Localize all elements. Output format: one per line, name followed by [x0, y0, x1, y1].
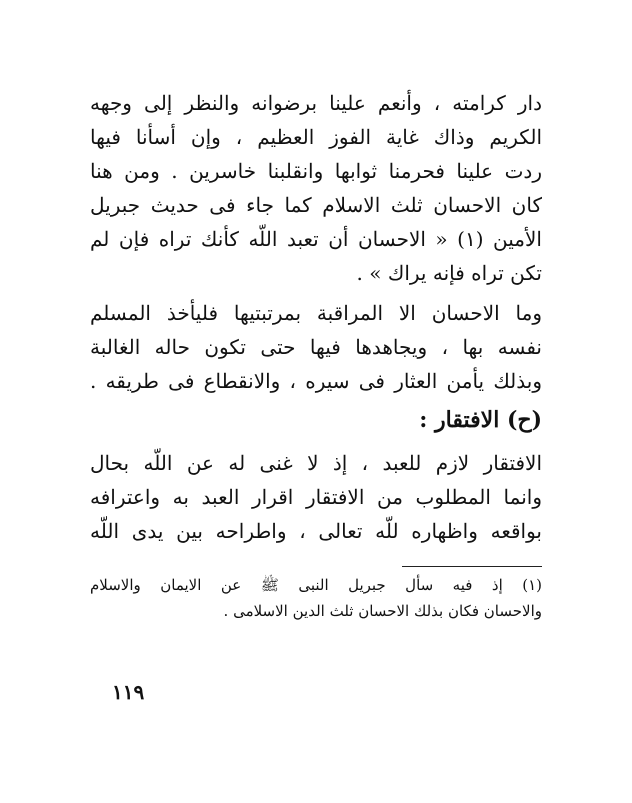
text-line: دار كرامته ، وأنعم علينا برضوانه والنظر إلى وجهه — [90, 91, 542, 115]
footnote-line: (١) إذ فيه سأل جبريل النبى ﷺ عن الايمان والاسلام — [90, 576, 542, 594]
text-line: الافتقار لازم للعبد ، إذ لا غنى له عن اللّه بحال — [90, 451, 542, 475]
text-line: وانما المطلوب من الافتقار اقرار العبد به واعترافه — [90, 485, 542, 509]
section-heading: (ح) الافتقار : — [419, 407, 542, 433]
paragraph-2 — [90, 296, 542, 398]
text-line: نفسه بها ، ويجاهدها فيها حتى تكون حاله الغالبة — [90, 335, 542, 359]
text-line: وما الاحسان الا المراقبة بمرتبتيها فليأخذ المسلم — [90, 301, 542, 325]
text-line: وبذلك يأمن العثار فى سيره ، والانقطاع فى طريقه . — [90, 369, 542, 393]
footnote-line: والاحسان فكان بذلك الاحسان ثلث الدين الاسلامى . — [223, 602, 542, 620]
paragraph-1 — [90, 86, 542, 290]
text-line: تكن تراه فإنه يراك » . — [356, 261, 542, 285]
footnote-divider — [402, 566, 542, 567]
text-line: الكريم وذاك غاية الفوز العظيم ، وإن أسأنا فيها — [90, 125, 542, 149]
text-line: كان الاحسان ثلث الاسلام كما جاء فى حديث جبريل — [90, 193, 542, 217]
text-line: بواقعه واظهاره للّه تعالى ، واطراحه بين يدى اللّه — [90, 519, 542, 543]
text-line: الأمين (١) « الاحسان أن تعبد اللّه كأنك تراه فإن لم — [90, 227, 542, 251]
paragraph-3 — [90, 446, 542, 548]
main-text — [90, 86, 542, 548]
text-line: ردت علينا فحرمنا ثوابها وانقلبنا خاسرين . ومن هنا — [90, 159, 542, 183]
footnote — [90, 572, 542, 624]
page-number: ١١٩ — [112, 680, 145, 704]
